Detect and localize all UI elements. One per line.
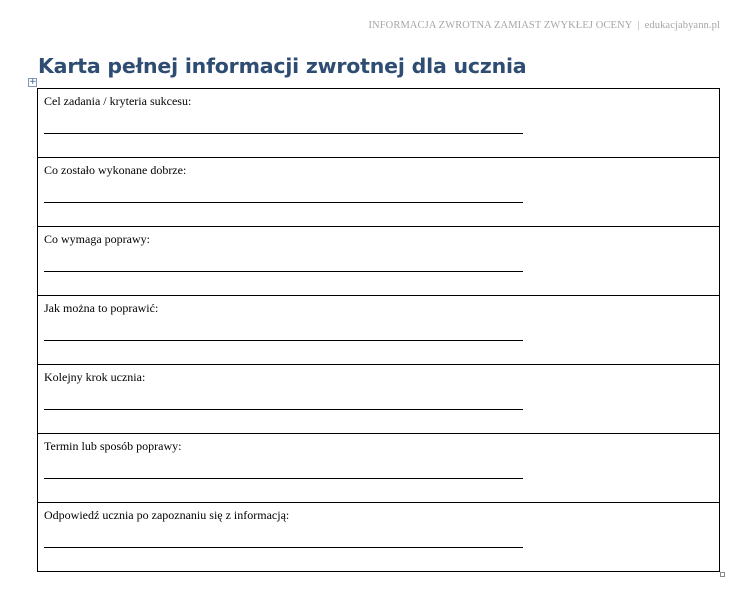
form-row [38, 158, 719, 227]
answer-line[interactable] [44, 478, 523, 479]
row-label: Co zostało wykonane dobrze: [44, 163, 187, 177]
answer-line[interactable] [44, 202, 523, 203]
answer-line[interactable] [44, 547, 523, 548]
form-row [38, 227, 719, 296]
move-table-icon[interactable]: + [29, 77, 37, 87]
header-website: edukacjabyann.pl [644, 20, 720, 31]
row-label: Kolejny krok ucznia: [44, 370, 146, 384]
row-label: Termin lub sposób poprawy: [44, 439, 182, 453]
row-label: Jak można to poprawić: [44, 301, 159, 315]
page-header [368, 20, 720, 31]
answer-line[interactable] [44, 409, 523, 410]
form-row [38, 503, 719, 571]
answer-line[interactable] [44, 340, 523, 341]
answer-line[interactable] [44, 271, 523, 272]
form-row [38, 434, 719, 503]
header-separator: | [637, 20, 640, 31]
header-title: INFORMACJA ZWROTNA ZAMIAST ZWYKŁEJ OCENY [368, 20, 633, 31]
row-label: Odpowiedź ucznia po zapoznaniu się z informacją: [44, 508, 290, 522]
form-row [38, 365, 719, 434]
feedback-form-table [37, 88, 720, 572]
form-row [38, 89, 719, 158]
page-title: Karta pełnej informacji zwrotnej dla ucznia [38, 54, 527, 78]
row-label: Cel zadania / kryteria sukcesu: [44, 94, 192, 108]
answer-line[interactable] [44, 133, 523, 134]
row-label: Co wymaga poprawy: [44, 232, 150, 246]
form-row [38, 296, 719, 365]
table-resize-handle[interactable] [720, 572, 725, 577]
